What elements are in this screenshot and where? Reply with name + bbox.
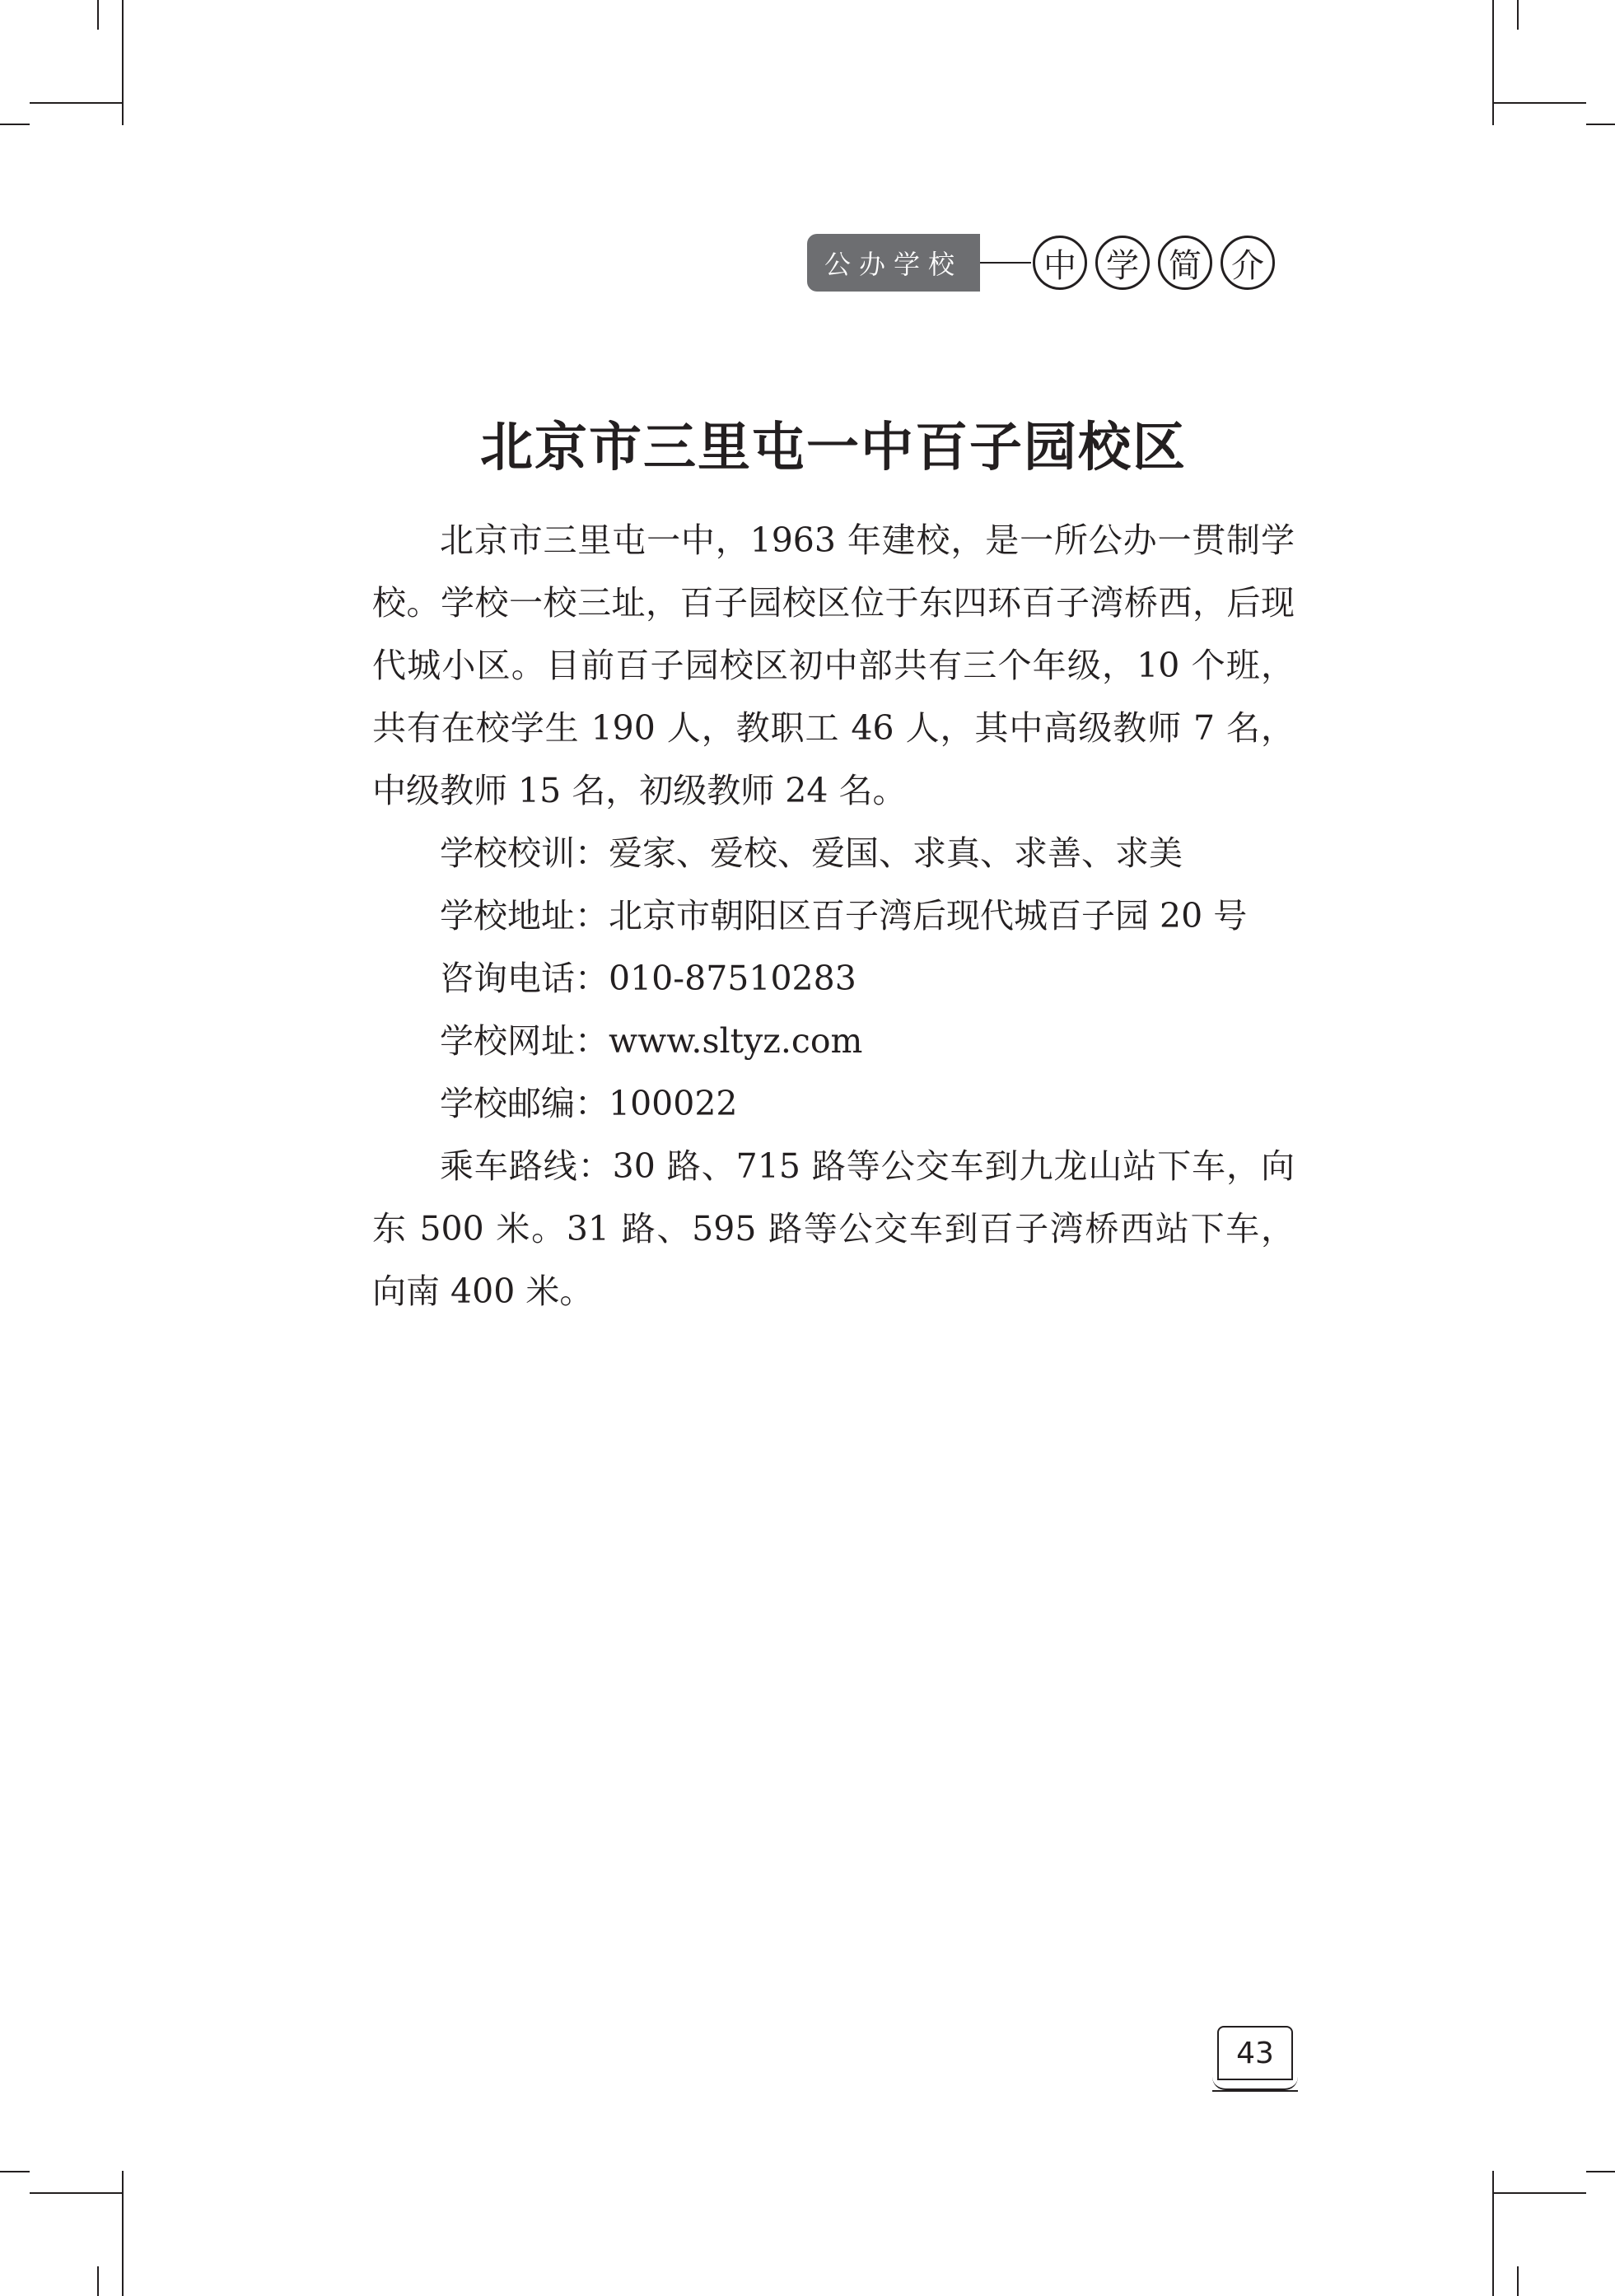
crop-mark (1492, 2192, 1586, 2194)
phone-line: 咨询电话：010-87510283 (440, 959, 857, 998)
crop-mark (1517, 2266, 1519, 2296)
crop-mark (1492, 102, 1586, 104)
postcode-line: 学校邮编：100022 (440, 1084, 738, 1123)
crop-mark (30, 2192, 124, 2194)
crop-mark (1586, 124, 1615, 125)
website-line: 学校网址：www.sltyz.com (440, 1021, 863, 1061)
running-header (807, 234, 1275, 292)
page-number: 43 (1217, 2026, 1293, 2080)
crop-mark (0, 124, 30, 125)
crop-mark (0, 2171, 30, 2172)
open-book-icon (1212, 2079, 1298, 2092)
crop-mark (97, 2266, 99, 2296)
crop-mark (1517, 0, 1519, 30)
article-body (372, 509, 1295, 1323)
section-title (1033, 236, 1275, 290)
section-char: 简 (1158, 236, 1212, 290)
section-char: 中 (1033, 236, 1087, 290)
intro-paragraph: 北京市三里屯一中，1963 年建校，是一所公办一贯制学校。学校一校三址，百子园校区位于东四环百子湾桥西，后现代城小区。目前百子园校区初中部共有三个年级，10 个班，共有在校学生 190 人，教职工 46 人，其中高级教师 7 名，中级教师 15 名，初级教师 24 名。 (372, 520, 1295, 810)
motto-paragraph: 学校校训：爱家、爱校、爱国、求真、求善、求美 (440, 833, 1183, 873)
crop-mark (1492, 2171, 1494, 2296)
category-tag: 公办学校 (807, 234, 980, 292)
bus-route-paragraph: 乘车路线：30 路、715 路等公交车到九龙山站下车，向东 500 米。31 路、595 路等公交车到百子湾桥西站下车，向南 400 米。 (372, 1146, 1295, 1311)
header-connector-line (980, 262, 1031, 264)
crop-mark (97, 0, 99, 30)
section-char: 介 (1221, 236, 1275, 290)
page-title: 北京市三里屯一中百子园校区 (480, 418, 1187, 478)
section-char: 学 (1095, 236, 1150, 290)
crop-mark (122, 2171, 124, 2296)
crop-mark (1586, 2171, 1615, 2172)
crop-mark (122, 0, 124, 125)
crop-mark (1492, 0, 1494, 125)
crop-mark (30, 102, 124, 104)
address-line: 学校地址：北京市朝阳区百子湾后现代城百子园 20 号 (440, 896, 1248, 936)
